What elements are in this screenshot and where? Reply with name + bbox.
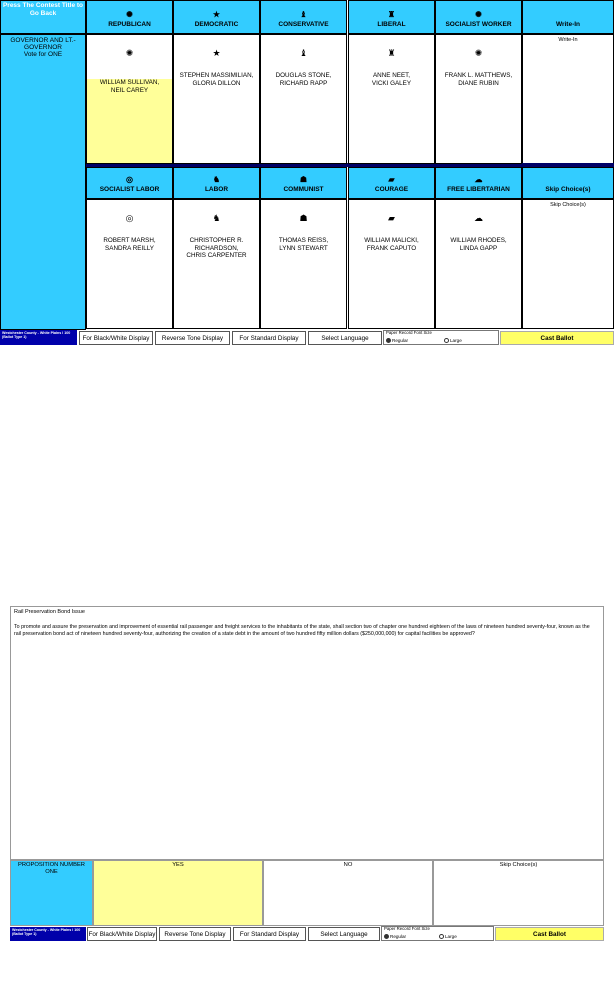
select-language-button-bottom[interactable]: Select Language: [308, 927, 380, 941]
candidate-name: ROBERT MARSH,: [103, 237, 156, 244]
contest-title-button[interactable]: Press The Contest Title to Go Back: [0, 0, 86, 34]
statue-icon: ♝: [299, 48, 308, 58]
candidate-name: GLORIA DILLON: [192, 79, 241, 87]
bw-display-button-bottom[interactable]: For Black/White Display: [87, 927, 157, 941]
candidate-name: CHRIS CARPENTER: [186, 252, 247, 259]
globe-icon: ◎: [126, 175, 133, 184]
candidate-name: WILLIAM SULLIVAN,: [99, 79, 160, 86]
radio-icon: [384, 934, 389, 939]
liberty-icon: ♜: [387, 48, 396, 58]
font-size-title: Paper Record Font Size: [384, 926, 430, 931]
party-name: FREE LIBERTARIAN: [447, 186, 510, 193]
candidate-name: SANDRA REILLY: [105, 244, 154, 252]
radio-icon: [439, 934, 444, 939]
no-option[interactable]: NO: [263, 860, 433, 926]
candidate-name: NEIL CAREY: [110, 86, 149, 94]
candidate-cell[interactable]: [173, 199, 260, 329]
candidate-cell[interactable]: [435, 199, 522, 329]
candidate-name: DOUGLAS STONE,: [275, 72, 332, 79]
contest-info-panel: [0, 34, 86, 330]
candidate-name: CHRISTOPHER R.: [189, 237, 244, 244]
star-icon: ★: [212, 10, 221, 19]
skip-header: Skip Choice(s): [522, 167, 614, 199]
standard-display-button-bottom[interactable]: For Standard Display: [233, 927, 306, 941]
eagle-icon: ✺: [125, 48, 134, 58]
party-header-democratic: [173, 0, 260, 34]
standard-display-button[interactable]: For Standard Display: [232, 331, 306, 345]
candidate-cell[interactable]: [86, 34, 173, 164]
party-header-republican: [86, 0, 173, 34]
torch-icon: ☁: [474, 175, 483, 184]
party-header-free-libertarian: [435, 167, 522, 199]
writein-cell[interactable]: Write-In: [522, 34, 614, 164]
fist-icon: ✺: [475, 10, 482, 19]
party-name: COURAGE: [374, 186, 409, 193]
cast-ballot-button-bottom[interactable]: Cast Ballot: [495, 927, 604, 941]
fist-icon: ✺: [474, 48, 483, 58]
party-name: LIBERAL: [377, 21, 406, 28]
cast-ballot-button[interactable]: Cast Ballot: [500, 331, 614, 345]
candidate-name: DIANE RUBIN: [458, 79, 499, 87]
candidate-name: LINDA GAPP: [459, 244, 498, 252]
skip-cell-top[interactable]: Skip Choice(s): [522, 199, 614, 329]
star-icon: ★: [212, 48, 221, 58]
font-size-selector-bottom: [381, 926, 494, 941]
candidate-cell[interactable]: [348, 34, 435, 164]
candidate-name: LYNN STEWART: [279, 244, 328, 252]
party-header-conservative: [260, 0, 347, 34]
candidate-cell[interactable]: [86, 199, 173, 329]
candidate-name: STEPHEN MASSIMILIAN,: [179, 72, 254, 79]
regular-radio[interactable]: Regular: [386, 338, 408, 343]
contest-name: GOVERNOR AND LT.-GOVERNOR: [10, 37, 76, 51]
candidate-cell[interactable]: [173, 34, 260, 164]
county-id-bottom: Westchester County - White Plains I 100 (Ballot Type 1): [10, 927, 86, 941]
snp-icon: ▰: [388, 213, 395, 223]
party-header-courage: [348, 167, 435, 199]
snp-icon: ▰: [388, 175, 395, 184]
yes-option[interactable]: YES: [93, 860, 263, 926]
candidate-cell[interactable]: [260, 199, 347, 329]
skip-option[interactable]: Skip Choice(s): [433, 860, 604, 926]
hammer-icon: ☗: [299, 175, 308, 184]
statue-icon: ♝: [299, 10, 308, 19]
regular-radio-bottom[interactable]: Regular: [384, 934, 406, 939]
radio-icon: [444, 338, 449, 343]
proposition-panel: [10, 606, 604, 860]
candidate-name: FRANK L. MATTHEWS,: [444, 72, 513, 79]
proposition-number-label: PROPOSITION NUMBER ONE: [10, 860, 93, 926]
reverse-tone-button[interactable]: Reverse Tone Display: [155, 331, 230, 345]
worker-icon: ♞: [212, 213, 221, 223]
globe-icon: ◎: [125, 213, 134, 223]
candidate-name: THOMAS REISS,: [278, 237, 329, 244]
font-size-selector: [383, 330, 499, 345]
party-name: LABOR: [204, 186, 229, 193]
party-header-liberal: [348, 0, 435, 34]
bw-display-button[interactable]: For Black/White Display: [79, 331, 153, 345]
proposition-text: To promote and assure the preservation and improvement of essential rail passenger and freight services to the inhabitants of the state, shall section two of chapter one hundred eighteen of the laws of nineteen hundred seventy-four, known as the rail preservation bond act of nineteen hundred seventy-four, authorizing the creation of a state debt in the amount of two hundred fifty million dollars ($250,000,000) for capital facilities be approved?: [14, 624, 590, 637]
candidate-cell[interactable]: [260, 34, 347, 164]
large-radio-bottom[interactable]: Large: [439, 934, 457, 939]
radio-icon: [386, 338, 391, 343]
candidate-cell[interactable]: [348, 199, 435, 329]
party-name: CONSERVATIVE: [278, 21, 329, 28]
party-header-labor: [173, 167, 260, 199]
party-header-socialist-worker: [435, 0, 522, 34]
candidate-name: FRANK CAPUTO: [366, 244, 417, 252]
party-name: SOCIALIST LABOR: [99, 186, 160, 193]
large-radio[interactable]: Large: [444, 338, 462, 343]
vote-for-label: Vote for ONE: [23, 51, 63, 58]
county-id: Westchester County - White Plains I 100 (Ballot Type 1): [0, 330, 77, 345]
party-name: REPUBLICAN: [108, 21, 151, 28]
candidate-name: RICHARDSON,: [194, 244, 239, 252]
hammer-icon: ☗: [299, 213, 308, 223]
party-header-socialist-labor: [86, 167, 173, 199]
select-language-button[interactable]: Select Language: [308, 331, 382, 345]
reverse-tone-button-bottom[interactable]: Reverse Tone Display: [159, 927, 231, 941]
candidate-cell[interactable]: [435, 34, 522, 164]
font-size-title: Paper Record Font Size: [386, 330, 432, 335]
proposition-title: Rail Preservation Bond Issue: [14, 609, 85, 615]
candidate-name: VICKI GALEY: [371, 79, 412, 87]
worker-icon: ♞: [212, 175, 221, 184]
torch-icon: ☁: [474, 213, 483, 223]
eagle-icon: ✺: [126, 10, 133, 19]
party-name: COMMUNIST: [283, 186, 324, 193]
party-name: DEMOCRATIC: [194, 21, 239, 28]
party-header-communist: [260, 167, 347, 199]
candidate-name: ANNE NEET,: [372, 72, 411, 79]
liberty-icon: ♜: [387, 10, 396, 19]
writein-header: Write-In: [522, 0, 614, 34]
party-name: SOCIALIST WORKER: [445, 21, 512, 28]
candidate-name: WILLIAM MALICKI,: [364, 237, 419, 244]
candidate-name: WILLIAM RHODES,: [450, 237, 507, 244]
candidate-name: RICHARD RAPP: [279, 79, 328, 87]
